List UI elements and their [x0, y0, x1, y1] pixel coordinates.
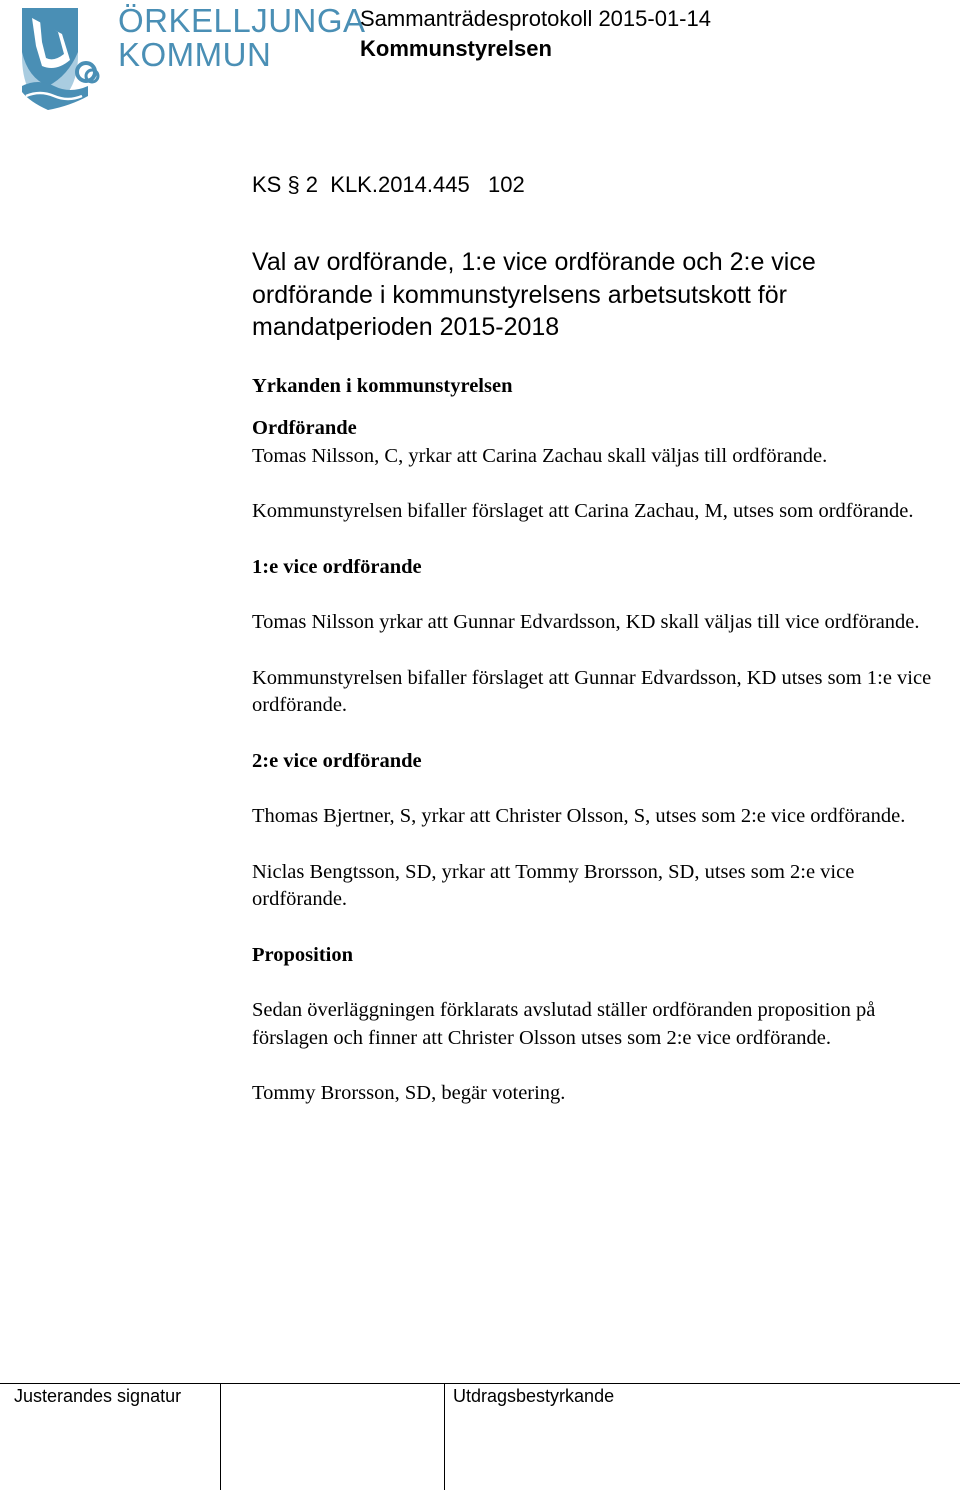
document-header	[360, 4, 711, 64]
signature-label: Justerandes signatur	[14, 1386, 182, 1406]
paragraph-vice1-2: Kommunstyrelsen bifaller förslaget att Gunnar Edvardsson, KD utses som 1:e vice ordförande.	[252, 666, 932, 716]
paragraph-ordforande-1: Tomas Nilsson, C, yrkar att Carina Zachau skall väljas till ordförande.	[252, 444, 828, 467]
logo-wordmark	[118, 4, 366, 72]
footer-column-divider	[220, 1384, 221, 1490]
paragraph-vice1-1: Tomas Nilsson yrkar att Gunnar Edvardsson, KD skall väljas till vice ordförande.	[252, 611, 920, 633]
logo-line-2: KOMMUN	[118, 36, 272, 73]
logo-line-1: ÖRKELLJUNGA	[118, 2, 366, 39]
paragraph-proposition-1: Sedan överläggningen förklarats avslutad ställer ordföranden proposition på förslagen och finner att Christer Olsson utses som 2:e vice ordförande.	[252, 999, 876, 1049]
section-heading-vice2: 2:e vice ordförande	[252, 749, 422, 772]
section-heading-yrkanden: Yrkanden i kommunstyrelsen	[252, 374, 513, 397]
paragraph-vice2-2: Niclas Bengtsson, SD, yrkar att Tommy Brorsson, SD, utses som 2:e vice ordförande.	[252, 860, 855, 910]
paragraph-proposition-2: Tommy Brorsson, SD, begär votering.	[252, 1082, 566, 1104]
extract-label: Utdragsbestyrkande	[453, 1386, 615, 1406]
paragraph-vice2-1: Thomas Bjertner, S, yrkar att Christer Olsson, S, utses som 2:e vice ordförande.	[252, 805, 906, 827]
body-name: Kommunstyrelsen	[360, 36, 552, 61]
section-heading-vice1: 1:e vice ordförande	[252, 555, 422, 578]
case-reference: KS § 2 KLK.2014.445 102	[252, 172, 525, 197]
footer-column-divider	[444, 1384, 445, 1490]
protocol-title: Sammanträdesprotokoll 2015-01-14	[360, 6, 711, 31]
bell-emblem-icon	[18, 6, 128, 114]
page-title: Val av ordförande, 1:e vice ordförande och 2:e vice ordförande i kommunstyrelsens arbetsutskott för mandatperioden 2015-2018	[252, 248, 816, 341]
document-body	[252, 170, 932, 1108]
section-heading-proposition: Proposition	[252, 943, 353, 966]
paragraph-ordforande-2: Kommunstyrelsen bifaller förslaget att Carina Zachau, M, utses som ordförande.	[252, 500, 914, 522]
section-heading-ordforande: Ordförande	[252, 417, 357, 439]
